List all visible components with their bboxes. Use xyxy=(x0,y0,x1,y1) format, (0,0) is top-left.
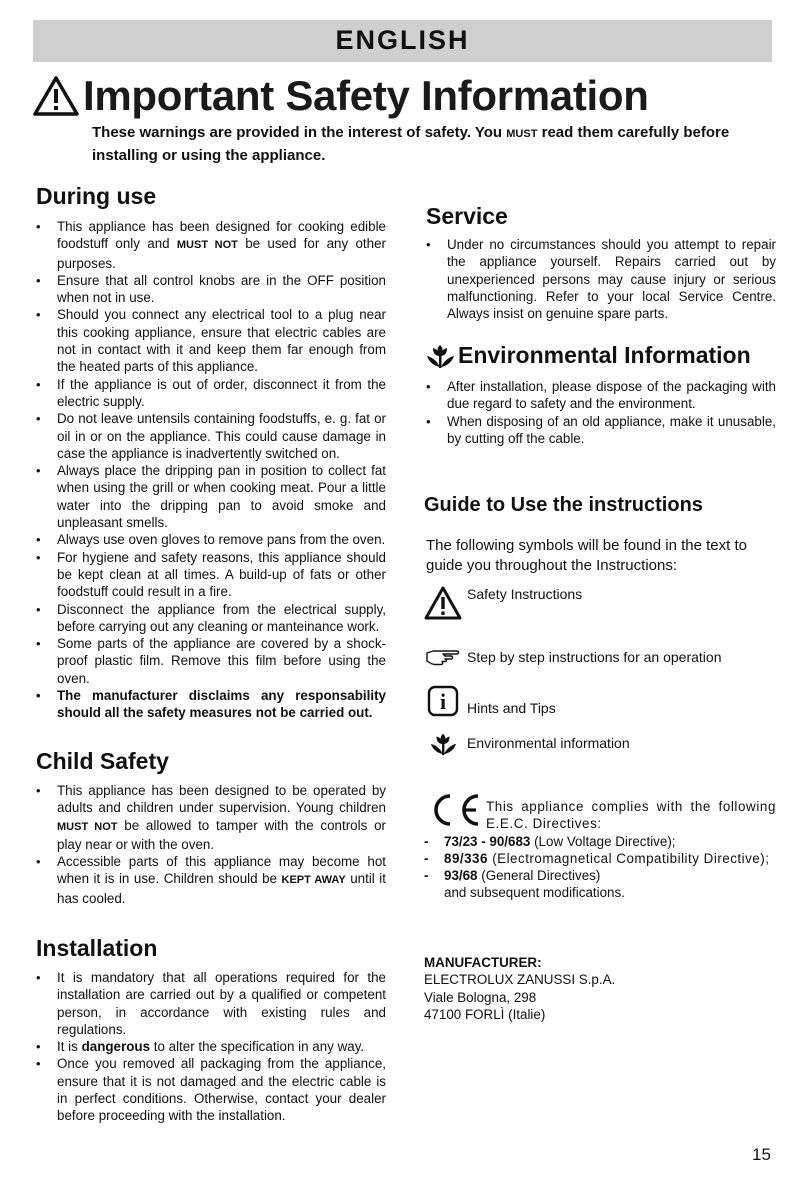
section-heading-during-use: During use xyxy=(36,183,157,209)
during-use-list xyxy=(36,218,386,722)
ce-compliance-block xyxy=(424,792,776,902)
section-heading-installation: Installation xyxy=(36,935,158,961)
flower-icon xyxy=(428,729,458,757)
list-item: • After installation, please dispose of the packaging with due regard to safety and the environment. xyxy=(426,378,776,413)
page-title-row xyxy=(33,68,773,124)
page-number: 15 xyxy=(752,1145,771,1164)
list-item: • The manufacturer disclaims any responsability should all the safety measures not be carried out. xyxy=(36,687,386,722)
list-item: • Once you removed all packaging from the appliance, ensure that it is not damaged and the electric cable is in perfect conditions. Otherwise, contact your dealer before proceeding with the installation. xyxy=(36,1055,386,1124)
symbol-row-steps xyxy=(424,640,721,674)
list-item: • For hygiene and safety reasons, this appliance should be kept clean at all times. A build-up of fats or other foodstuff could result in a fire. xyxy=(36,549,386,601)
list-item: • This appliance has been designed for cooking edible foodstuff only and MUST NOT be used for any other purposes. xyxy=(36,218,386,272)
language-header xyxy=(33,20,772,62)
list-item: • Do not leave untensils containing foodstuffs, e. g. fat or oil in or on the appliance. This could cause damage in case the appliance is inadvertently switched on. xyxy=(36,410,386,462)
page-title: Important Safety Information xyxy=(83,72,649,119)
directive-item: - 89/336 (Electromagnetical Compatibility Directive); xyxy=(424,850,770,866)
section-heading-service: Service xyxy=(426,203,508,229)
directive-item: - 73/23 - 90/683 (Low Voltage Directive); xyxy=(424,833,676,849)
warning-triangle-icon xyxy=(424,586,462,620)
symbol-label: Safety Instructions xyxy=(467,586,583,602)
list-item: • It is mandatory that all operations required for the installation are carried out by a qualified or competent person, in accordance with existing rules and regulations. xyxy=(36,969,386,1038)
symbol-row-hints xyxy=(424,684,556,718)
manufacturer-label: MANUFACTURER: xyxy=(424,955,542,970)
environment-list xyxy=(426,378,776,447)
directive-item: - 93/68 (General Directives) xyxy=(424,868,601,884)
section-heading-child-safety: Child Safety xyxy=(36,748,169,774)
list-item: • Should you connect any electrical tool to a plug near this cooking appliance, ensure that electric cables are not in contact with it and keep them far enough from the heated parts of this appliance. xyxy=(36,306,386,375)
symbol-row-environment xyxy=(424,726,630,760)
ce-footer: and subsequent modifications. xyxy=(444,885,625,901)
manufacturer-street: Viale Bologna, 298 xyxy=(424,989,537,1005)
symbol-row-safety xyxy=(424,586,582,620)
child-safety-list xyxy=(36,782,386,907)
info-icon xyxy=(427,685,459,717)
list-item: • Disconnect the appliance from the electrical supply, before carrying out any cleaning or manteinance work. xyxy=(36,601,386,636)
service-list xyxy=(426,236,776,322)
guide-intro-text: The following symbols will be found in the text to guide you throughout the Instructions: xyxy=(426,537,747,574)
ce-text: This appliance complies with the following E.E.C. Directives: xyxy=(486,799,776,832)
list-item: • Always place the dripping pan in position to collect fat when using the grill or when cooking meat. Pour a little water into the dripping pan to avoid smoke and unpleasant smells. xyxy=(36,462,386,531)
environment-heading-row xyxy=(424,340,751,370)
list-item: • It is dangerous to alter the specification in any way. xyxy=(36,1038,386,1055)
language-label: ENGLISH xyxy=(335,25,470,55)
pointing-hand-icon xyxy=(425,645,461,669)
list-item: • Under no circumstances should you attempt to repair the appliance yourself. Repairs carried out by unexperienced persons may cause injury or serious malfunctioning. Refer to your local Service Centre. Always insist on genuine spare parts. xyxy=(426,236,776,322)
symbol-label: Environmental information xyxy=(467,735,630,751)
symbol-label: Step by step instructions for an operation xyxy=(467,649,722,665)
manufacturer-city: 47100 FORLÌ (Italie) xyxy=(424,1006,546,1022)
intro-text: These warnings are provided in the interest of safety. You MUST read them carefully before installing or using the appliance. xyxy=(92,124,730,164)
list-item: • Ensure that all control knobs are in the OFF position when not in use. xyxy=(36,272,386,307)
warning-triangle-icon xyxy=(33,75,79,117)
flower-icon xyxy=(424,340,456,370)
list-item: • This appliance has been designed to be operated by adults and children under supervision. Young children MUST NOT be allowed to tamper with the controls or play near or with the oven. xyxy=(36,782,386,853)
symbol-label: Hints and Tips xyxy=(467,700,556,716)
list-item: • If the appliance is out of order, disconnect it from the electric supply. xyxy=(36,376,386,411)
list-item: • When disposing of an old appliance, make it unusable, by cutting off the cable. xyxy=(426,413,776,448)
ce-mark-icon xyxy=(424,792,482,828)
list-item: • Accessible parts of this appliance may become hot when it is in use. Children should be KEPT AWAY until it has cooled. xyxy=(36,853,386,907)
manufacturer-name: ELECTROLUX ZANUSSI S.p.A. xyxy=(424,972,616,988)
list-item: • Some parts of the appliance are covered by a shock-proof plastic film. Remove this film before using the oven. xyxy=(36,635,386,687)
svg-text:i: i xyxy=(439,689,447,714)
section-heading-guide: Guide to Use the instructions xyxy=(424,494,703,516)
installation-list xyxy=(36,969,386,1125)
section-heading-environment: Environmental Information xyxy=(458,341,751,368)
list-item: • Always use oven gloves to remove pans from the oven. xyxy=(36,531,386,548)
manufacturer-block xyxy=(424,954,615,1023)
